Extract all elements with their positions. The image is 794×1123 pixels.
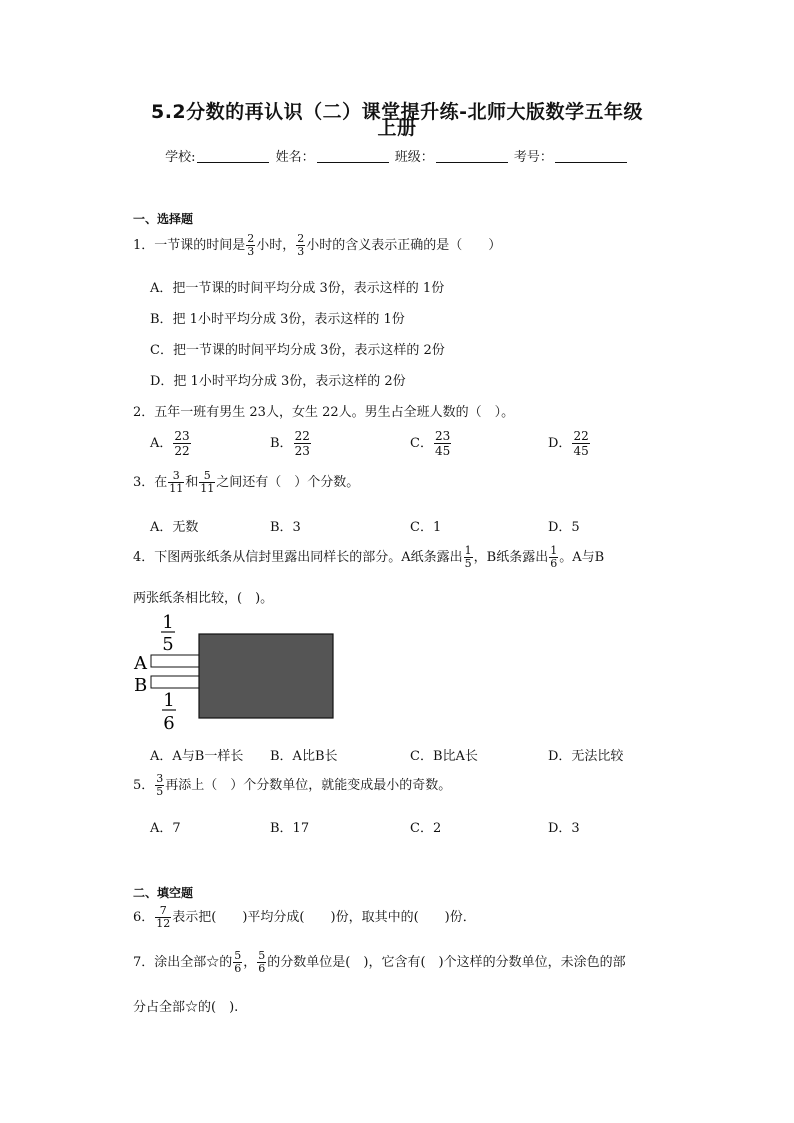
envelope: [199, 634, 333, 718]
q2-option-d[interactable]: [548, 429, 591, 458]
q1-f2-denominator: 3: [297, 245, 305, 258]
school-blank[interactable]: [197, 150, 269, 163]
question-6: [133, 905, 476, 930]
q1-f2-numerator: 2: [297, 232, 305, 245]
q4-text-mid: ，B纸条露出: [473, 550, 549, 565]
q1-option-b[interactable]: B．把 1小时平均分成 3份，表示这样的 1份: [150, 312, 405, 327]
question-7: [133, 950, 626, 975]
q2-b-fraction: [294, 429, 311, 458]
q4-text-post: 。A与B: [559, 550, 605, 565]
q1-fraction-2: [296, 233, 305, 258]
q3-f2-den: 11: [200, 482, 215, 495]
q2-option-a[interactable]: [150, 429, 192, 458]
q2-c-num: 23: [434, 429, 451, 443]
q2-c-fraction: [434, 429, 451, 458]
q4-f1-den: 5: [464, 557, 472, 570]
q7-text-pre: 7．涂出全部☆的: [133, 955, 233, 970]
question-4: [133, 545, 604, 570]
q6-fraction: [155, 905, 171, 930]
q3-f2-num: 5: [199, 470, 215, 483]
q5-option-b[interactable]: B．17: [270, 821, 310, 836]
q1-text-mid: 小时，: [256, 238, 296, 253]
q5-option-a[interactable]: A．7: [150, 821, 181, 836]
q7-f2-den: 6: [258, 962, 266, 975]
q1-f1-denominator: 3: [247, 245, 255, 258]
fig-bottom-denominator: 6: [163, 713, 175, 734]
question-4-line-2: 两张纸条相比较，( )。: [133, 591, 274, 606]
q2-a-num: 23: [174, 429, 190, 443]
exam-no-blank[interactable]: [555, 150, 627, 163]
section-fill-heading: 二、填空题: [133, 886, 194, 900]
fig-label-a: A: [134, 653, 147, 674]
q4-option-a[interactable]: A．A与B一样长: [150, 749, 244, 764]
q3-option-d[interactable]: D．5: [548, 520, 580, 535]
exam-no-label: 考号：: [513, 150, 553, 165]
q3-fraction-2: [199, 470, 215, 495]
q7-f2-num: 5: [258, 949, 266, 962]
q3-text-post: 之间还有（ ）个分数。: [216, 475, 360, 490]
question-7-line-2: 分占全部☆的( ).: [133, 1000, 239, 1015]
q2-d-fraction: [572, 429, 589, 458]
fig-label-b: B: [134, 675, 148, 696]
q5-num: 3: [156, 772, 164, 785]
q3-text-pre: 3．在: [133, 475, 168, 490]
q6-den: 12: [156, 917, 171, 930]
q1-f1-numerator: 2: [247, 232, 255, 245]
fig-top-numerator: 1: [162, 614, 174, 633]
q4-f2-den: 6: [550, 557, 558, 570]
q4-option-c[interactable]: C．B比A长: [410, 749, 478, 764]
q4-fraction-2: [549, 545, 558, 570]
q4-option-b[interactable]: B．A比B长: [270, 749, 338, 764]
q6-text-pre: 6．: [133, 910, 155, 925]
q4-option-d[interactable]: D．无法比较: [548, 749, 624, 764]
student-info-row: [0, 146, 794, 165]
question-5: [133, 773, 451, 798]
q7-text-mid: ，: [243, 955, 257, 970]
q3-f1-num: 3: [168, 470, 184, 483]
q3-option-b[interactable]: B．3: [270, 520, 301, 535]
fig-top-denominator: 5: [162, 634, 174, 655]
q5-option-c[interactable]: C．2: [410, 821, 442, 836]
name-blank[interactable]: [317, 150, 389, 163]
q5-option-d[interactable]: D．3: [548, 821, 580, 836]
class-blank[interactable]: [436, 150, 508, 163]
q2-option-b[interactable]: [270, 429, 312, 458]
q1-text-pre: 1．一节课的时间是: [133, 238, 246, 253]
title-line-2: [0, 113, 794, 140]
envelope-figure: [133, 614, 343, 734]
q2-d-label: D．: [548, 436, 572, 451]
q5-fraction: [155, 773, 164, 798]
q5-text-pre: 5．: [133, 778, 155, 793]
school-label: 学校:: [165, 150, 196, 165]
fig-bottom-numerator: 1: [163, 690, 175, 711]
q1-option-c[interactable]: C．把一节课的时间平均分成 3份，表示这样的 2份: [150, 343, 445, 358]
q4-f1-num: 1: [464, 544, 472, 557]
section-choice-heading: 一、选择题: [133, 212, 194, 226]
q2-c-label: C．: [410, 436, 433, 451]
q2-option-c[interactable]: [410, 429, 452, 458]
q7-fraction-1: [233, 950, 242, 975]
title-line-2-text: 上册: [377, 117, 417, 139]
q3-text-mid: 和: [185, 475, 199, 490]
q7-fraction-2: [257, 950, 266, 975]
q2-a-den: 22: [174, 444, 190, 458]
q3-option-a[interactable]: A．无数: [150, 520, 199, 535]
q2-a-label: A．: [150, 436, 173, 451]
q2-b-num: 22: [294, 429, 310, 443]
q2-b-den: 23: [294, 444, 310, 458]
q3-f1-den: 11: [169, 482, 184, 495]
q3-fraction-1: [168, 470, 184, 495]
q6-text-post: 表示把( )平均分成( )份，取其中的( )份．: [172, 910, 476, 925]
question-1: [133, 233, 501, 258]
strip-b: [151, 676, 201, 688]
q2-d-num: 22: [573, 429, 589, 443]
q1-text-post: 小时的含义表示正确的是（ ）: [306, 238, 502, 253]
q4-text-pre: 4．下图两张纸条从信封里露出同样长的部分。A纸条露出: [133, 550, 463, 565]
q1-fraction-1: [246, 233, 255, 258]
q4-fraction-1: [464, 545, 473, 570]
q2-a-fraction: [173, 429, 190, 458]
q3-option-c[interactable]: C．1: [410, 520, 442, 535]
q7-text-post: 的分数单位是( )，它含有( )个这样的分数单位，未涂色的部: [267, 955, 626, 970]
q6-num: 7: [155, 905, 171, 918]
q7-f1-den: 6: [234, 962, 242, 975]
class-label: 班级：: [394, 150, 434, 165]
q2-b-label: B．: [270, 436, 293, 451]
q5-text-post: 再添上（ ）个分数单位，就能变成最小的奇数。: [165, 778, 452, 793]
q2-d-den: 45: [573, 444, 589, 458]
q1-option-d[interactable]: D．把 1小时平均分成 3份，表示这样的 2份: [150, 374, 406, 389]
q5-den: 5: [156, 785, 164, 798]
name-label: 姓名：: [275, 150, 315, 165]
strip-a: [151, 655, 201, 667]
question-2: 2．五年一班有男生 23人，女生 22人。男生占全班人数的（ ）。: [133, 405, 515, 420]
title-line-1: 5.2分数的再认识（二）课堂提升练-北师大版数学五年级: [150, 101, 644, 123]
q4-f2-num: 1: [550, 544, 558, 557]
q1-option-a[interactable]: A．把一节课的时间平均分成 3份，表示这样的 1份: [150, 281, 445, 296]
q2-c-den: 45: [434, 444, 451, 458]
question-3: [133, 470, 359, 495]
q7-f1-num: 5: [234, 949, 242, 962]
